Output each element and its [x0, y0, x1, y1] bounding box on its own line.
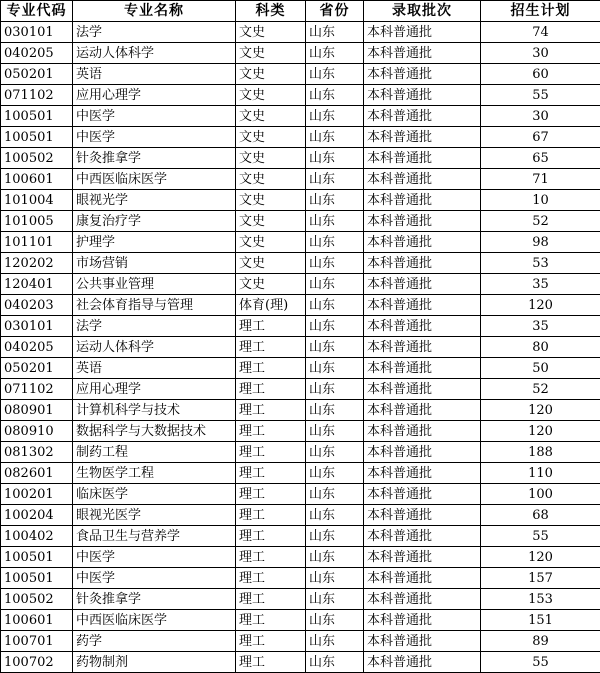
batch-cell: 本科普通批 [364, 484, 481, 505]
province-cell: 山东 [306, 547, 364, 568]
header-province: 省份 [306, 1, 364, 22]
batch-cell: 本科普通批 [364, 274, 481, 295]
category-cell: 理工 [236, 568, 306, 589]
plan-cell: 52 [481, 379, 600, 400]
plan-cell: 55 [481, 652, 600, 673]
major-code-cell: 081302 [1, 442, 73, 463]
major-name-cell: 中医学 [73, 547, 236, 568]
major-code-cell: 040205 [1, 337, 73, 358]
batch-cell: 本科普通批 [364, 295, 481, 316]
major-code-cell: 100402 [1, 526, 73, 547]
category-cell: 文史 [236, 232, 306, 253]
category-cell: 文史 [236, 106, 306, 127]
major-code-cell: 100702 [1, 652, 73, 673]
batch-cell: 本科普通批 [364, 610, 481, 631]
major-code-cell: 040203 [1, 295, 73, 316]
plan-cell: 35 [481, 316, 600, 337]
major-name-cell: 中医学 [73, 127, 236, 148]
major-code-cell: 100502 [1, 589, 73, 610]
major-name-cell: 针灸推拿学 [73, 148, 236, 169]
province-cell: 山东 [306, 652, 364, 673]
province-cell: 山东 [306, 211, 364, 232]
table-row [1, 400, 600, 421]
province-cell: 山东 [306, 169, 364, 190]
header-major-code: 专业代码 [1, 1, 73, 22]
plan-cell: 120 [481, 547, 600, 568]
category-cell: 体育(理) [236, 295, 306, 316]
category-cell: 文史 [236, 43, 306, 64]
major-code-cell: 050201 [1, 358, 73, 379]
major-name-cell: 中西医临床医学 [73, 169, 236, 190]
province-cell: 山东 [306, 610, 364, 631]
province-cell: 山东 [306, 484, 364, 505]
major-code-cell: 100601 [1, 169, 73, 190]
province-cell: 山东 [306, 148, 364, 169]
table-row [1, 589, 600, 610]
province-cell: 山东 [306, 400, 364, 421]
major-name-cell: 中医学 [73, 106, 236, 127]
major-code-cell: 100502 [1, 148, 73, 169]
table-row [1, 211, 600, 232]
batch-cell: 本科普通批 [364, 442, 481, 463]
major-code-cell: 120401 [1, 274, 73, 295]
plan-cell: 120 [481, 400, 600, 421]
major-code-cell: 100204 [1, 505, 73, 526]
batch-cell: 本科普通批 [364, 85, 481, 106]
major-name-cell: 公共事业管理 [73, 274, 236, 295]
category-cell: 理工 [236, 652, 306, 673]
province-cell: 山东 [306, 442, 364, 463]
plan-cell: 52 [481, 211, 600, 232]
province-cell: 山东 [306, 589, 364, 610]
province-cell: 山东 [306, 421, 364, 442]
province-cell: 山东 [306, 505, 364, 526]
plan-cell: 110 [481, 463, 600, 484]
plan-cell: 55 [481, 526, 600, 547]
category-cell: 理工 [236, 631, 306, 652]
province-cell: 山东 [306, 232, 364, 253]
plan-cell: 30 [481, 106, 600, 127]
category-cell: 理工 [236, 337, 306, 358]
batch-cell: 本科普通批 [364, 64, 481, 85]
plan-cell: 10 [481, 190, 600, 211]
province-cell: 山东 [306, 568, 364, 589]
major-name-cell: 运动人体科学 [73, 337, 236, 358]
category-cell: 文史 [236, 64, 306, 85]
major-code-cell: 082601 [1, 463, 73, 484]
major-code-cell: 080901 [1, 400, 73, 421]
category-cell: 理工 [236, 589, 306, 610]
major-name-cell: 英语 [73, 358, 236, 379]
province-cell: 山东 [306, 337, 364, 358]
table-row [1, 421, 600, 442]
batch-cell: 本科普通批 [364, 379, 481, 400]
table-row [1, 652, 600, 673]
table-body [1, 22, 600, 673]
batch-cell: 本科普通批 [364, 631, 481, 652]
table-row [1, 190, 600, 211]
major-name-cell: 眼视光医学 [73, 505, 236, 526]
province-cell: 山东 [306, 316, 364, 337]
plan-cell: 151 [481, 610, 600, 631]
header-admission-batch: 录取批次 [364, 1, 481, 22]
batch-cell: 本科普通批 [364, 463, 481, 484]
table-row [1, 358, 600, 379]
major-code-cell: 080910 [1, 421, 73, 442]
table-row [1, 106, 600, 127]
plan-cell: 35 [481, 274, 600, 295]
batch-cell: 本科普通批 [364, 106, 481, 127]
table-row [1, 85, 600, 106]
plan-cell: 65 [481, 148, 600, 169]
province-cell: 山东 [306, 22, 364, 43]
plan-cell: 30 [481, 43, 600, 64]
batch-cell: 本科普通批 [364, 358, 481, 379]
major-name-cell: 数据科学与大数据技术 [73, 421, 236, 442]
header-category: 科类 [236, 1, 306, 22]
major-code-cell: 101005 [1, 211, 73, 232]
major-name-cell: 市场营销 [73, 253, 236, 274]
category-cell: 理工 [236, 463, 306, 484]
plan-cell: 55 [481, 85, 600, 106]
table-row [1, 64, 600, 85]
category-cell: 文史 [236, 85, 306, 106]
header-enrollment-plan: 招生计划 [481, 1, 600, 22]
province-cell: 山东 [306, 64, 364, 85]
major-name-cell: 食品卫生与营养学 [73, 526, 236, 547]
table-row [1, 337, 600, 358]
batch-cell: 本科普通批 [364, 421, 481, 442]
category-cell: 理工 [236, 316, 306, 337]
batch-cell: 本科普通批 [364, 316, 481, 337]
major-code-cell: 100501 [1, 106, 73, 127]
table-row [1, 43, 600, 64]
province-cell: 山东 [306, 127, 364, 148]
plan-cell: 98 [481, 232, 600, 253]
major-code-cell: 100501 [1, 547, 73, 568]
major-name-cell: 护理学 [73, 232, 236, 253]
major-name-cell: 制药工程 [73, 442, 236, 463]
category-cell: 理工 [236, 400, 306, 421]
major-code-cell: 050201 [1, 64, 73, 85]
province-cell: 山东 [306, 295, 364, 316]
category-cell: 理工 [236, 547, 306, 568]
batch-cell: 本科普通批 [364, 526, 481, 547]
table-row [1, 379, 600, 400]
major-name-cell: 药物制剂 [73, 652, 236, 673]
major-code-cell: 100501 [1, 568, 73, 589]
plan-cell: 53 [481, 253, 600, 274]
category-cell: 文史 [236, 211, 306, 232]
category-cell: 文史 [236, 169, 306, 190]
table-row [1, 631, 600, 652]
batch-cell: 本科普通批 [364, 547, 481, 568]
table-row [1, 274, 600, 295]
batch-cell: 本科普通批 [364, 232, 481, 253]
batch-cell: 本科普通批 [364, 22, 481, 43]
category-cell: 文史 [236, 127, 306, 148]
table-row [1, 127, 600, 148]
table-row [1, 253, 600, 274]
major-code-cell: 100201 [1, 484, 73, 505]
plan-cell: 74 [481, 22, 600, 43]
category-cell: 理工 [236, 442, 306, 463]
table-row [1, 169, 600, 190]
province-cell: 山东 [306, 190, 364, 211]
batch-cell: 本科普通批 [364, 253, 481, 274]
province-cell: 山东 [306, 463, 364, 484]
province-cell: 山东 [306, 85, 364, 106]
batch-cell: 本科普通批 [364, 400, 481, 421]
province-cell: 山东 [306, 358, 364, 379]
batch-cell: 本科普通批 [364, 568, 481, 589]
table-row [1, 316, 600, 337]
category-cell: 文史 [236, 148, 306, 169]
batch-cell: 本科普通批 [364, 652, 481, 673]
category-cell: 文史 [236, 190, 306, 211]
province-cell: 山东 [306, 43, 364, 64]
plan-cell: 80 [481, 337, 600, 358]
major-code-cell: 101101 [1, 232, 73, 253]
plan-cell: 188 [481, 442, 600, 463]
table-row [1, 484, 600, 505]
plan-cell: 67 [481, 127, 600, 148]
table-row [1, 148, 600, 169]
plan-cell: 100 [481, 484, 600, 505]
table-row [1, 526, 600, 547]
major-name-cell: 针灸推拿学 [73, 589, 236, 610]
major-name-cell: 应用心理学 [73, 379, 236, 400]
batch-cell: 本科普通批 [364, 43, 481, 64]
table-row [1, 295, 600, 316]
category-cell: 理工 [236, 379, 306, 400]
plan-cell: 153 [481, 589, 600, 610]
major-code-cell: 100501 [1, 127, 73, 148]
category-cell: 理工 [236, 484, 306, 505]
table-row [1, 505, 600, 526]
province-cell: 山东 [306, 253, 364, 274]
table-row [1, 232, 600, 253]
province-cell: 山东 [306, 526, 364, 547]
major-name-cell: 运动人体科学 [73, 43, 236, 64]
major-code-cell: 071102 [1, 85, 73, 106]
province-cell: 山东 [306, 631, 364, 652]
category-cell: 理工 [236, 358, 306, 379]
major-code-cell: 100601 [1, 610, 73, 631]
major-name-cell: 药学 [73, 631, 236, 652]
plan-cell: 120 [481, 421, 600, 442]
category-cell: 文史 [236, 22, 306, 43]
major-code-cell: 071102 [1, 379, 73, 400]
major-code-cell: 101004 [1, 190, 73, 211]
major-name-cell: 计算机科学与技术 [73, 400, 236, 421]
category-cell: 理工 [236, 610, 306, 631]
batch-cell: 本科普通批 [364, 169, 481, 190]
plan-cell: 50 [481, 358, 600, 379]
major-name-cell: 中西医临床医学 [73, 610, 236, 631]
batch-cell: 本科普通批 [364, 505, 481, 526]
batch-cell: 本科普通批 [364, 127, 481, 148]
batch-cell: 本科普通批 [364, 589, 481, 610]
major-name-cell: 法学 [73, 22, 236, 43]
major-name-cell: 应用心理学 [73, 85, 236, 106]
major-code-cell: 030101 [1, 316, 73, 337]
major-name-cell: 中医学 [73, 568, 236, 589]
batch-cell: 本科普通批 [364, 337, 481, 358]
batch-cell: 本科普通批 [364, 211, 481, 232]
plan-cell: 60 [481, 64, 600, 85]
table-header [1, 1, 600, 22]
category-cell: 理工 [236, 526, 306, 547]
major-name-cell: 眼视光学 [73, 190, 236, 211]
major-code-cell: 120202 [1, 253, 73, 274]
category-cell: 理工 [236, 421, 306, 442]
table-row [1, 547, 600, 568]
header-row [1, 1, 600, 22]
province-cell: 山东 [306, 106, 364, 127]
major-name-cell: 康复治疗学 [73, 211, 236, 232]
province-cell: 山东 [306, 274, 364, 295]
table-row [1, 568, 600, 589]
plan-cell: 68 [481, 505, 600, 526]
category-cell: 文史 [236, 253, 306, 274]
major-name-cell: 生物医学工程 [73, 463, 236, 484]
table-row [1, 442, 600, 463]
province-cell: 山东 [306, 379, 364, 400]
major-name-cell: 临床医学 [73, 484, 236, 505]
category-cell: 理工 [236, 505, 306, 526]
plan-cell: 89 [481, 631, 600, 652]
major-name-cell: 法学 [73, 316, 236, 337]
table-row [1, 22, 600, 43]
category-cell: 文史 [236, 274, 306, 295]
batch-cell: 本科普通批 [364, 190, 481, 211]
plan-cell: 157 [481, 568, 600, 589]
table-row [1, 463, 600, 484]
major-code-cell: 040205 [1, 43, 73, 64]
batch-cell: 本科普通批 [364, 148, 481, 169]
plan-cell: 120 [481, 295, 600, 316]
major-name-cell: 英语 [73, 64, 236, 85]
major-code-cell: 030101 [1, 22, 73, 43]
major-name-cell: 社会体育指导与管理 [73, 295, 236, 316]
header-major-name: 专业名称 [73, 1, 236, 22]
table-row [1, 610, 600, 631]
plan-cell: 71 [481, 169, 600, 190]
major-code-cell: 100701 [1, 631, 73, 652]
